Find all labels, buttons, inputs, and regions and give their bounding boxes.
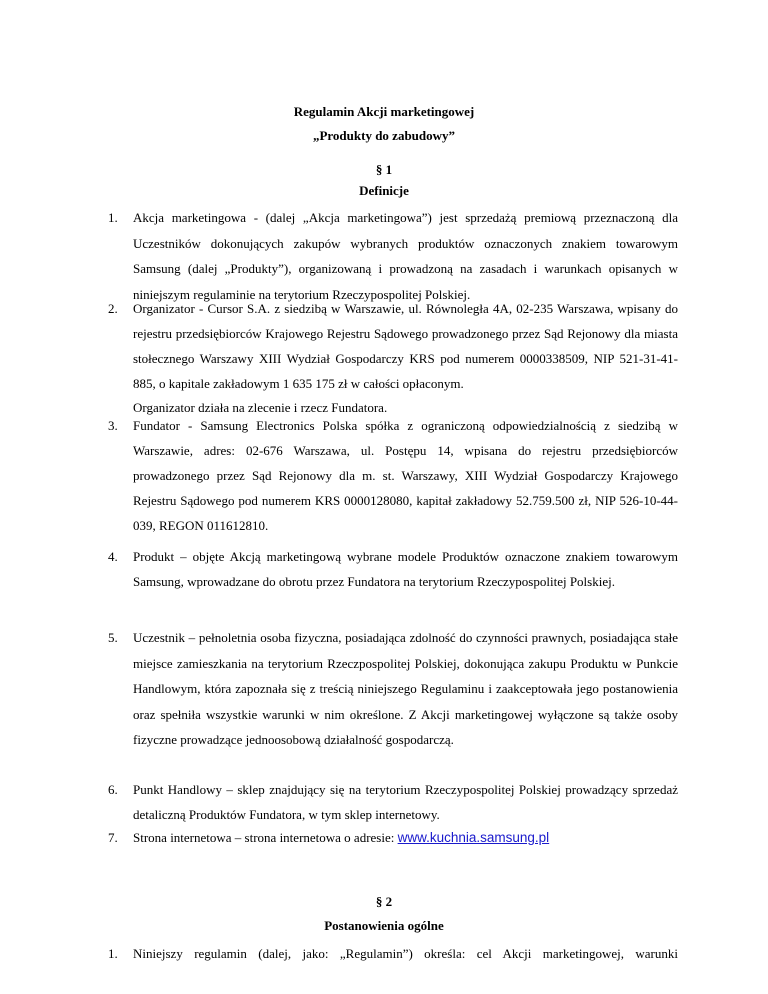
list-item (108, 625, 678, 753)
list-item-number: 5. (108, 630, 118, 645)
list-item (108, 413, 678, 538)
list-item-text: Produkt – objęte Akcją marketingową wybrane modele Produktów oznaczone znakiem towarowym Samsung, wprowadzane do obrotu przez Fundatora na terytorium Rzeczypospolitej Polskiej. (133, 549, 678, 589)
list-item-number: 1. (108, 946, 118, 961)
list-item-text: Niniejszy regulamin (dalej, jako: „Regulamin”) określa: cel Akcji marketingowej, warunki (133, 946, 678, 961)
list-item-text: Punkt Handlowy – sklep znajdujący się na terytorium Rzeczypospolitej Polskiej prowadzący sprzedaż detaliczną Produktów Fundatora, w tym sklep internetowy. (133, 782, 678, 822)
document-subtitle: „Produkty do zabudowy” (312, 128, 456, 143)
list-item (108, 942, 678, 966)
list-item (108, 205, 678, 307)
list-item-text-continued: Organizator działa na zlecenie i rzecz Fundatora. (133, 400, 388, 415)
list-item (108, 828, 678, 848)
section-heading: Definicje (359, 183, 409, 198)
list-item-number: 3. (108, 418, 118, 433)
list-item-number: 2. (108, 301, 118, 316)
list-item-text: Akcja marketingowa - (dalej „Akcja marketingowa”) jest sprzedażą premiową przeznaczoną dla Uczestników dokonujących zakupów wybranych produktów oznaczonych znakiem towarowym Samsung (dalej „Produkty”), organizowaną i prowadzoną na zasadach i warunkach opisanych w niniejszym regulaminie na terytorium Rzeczypospolitej Polskiej. (133, 210, 678, 302)
list-item-text: Organizator - Cursor S.A. z siedzibą w Warszawie, ul. Równoległa 4A, 02-235 Warszawa, wpisany do rejestru przedsiębiorców Krajowego Rejestru Sądowego prowadzonego przez Sąd Rejonowy dla miasta stołecznego Warszawy XIII Wydział Gospodarczy KRS pod numerem 0000338509, NIP 521-31-41-885, o kapitale zakładowym 1 635 175 zł w całości opłaconym. (133, 301, 678, 391)
section-heading: Postanowienia ogólne (324, 918, 444, 933)
list-item-text: Fundator - Samsung Electronics Polska spółka z ograniczoną odpowiedzialnością z siedzibą w Warszawie, adres: 02-676 Warszawa, ul. Postępu 14, wpisana do rejestru przedsiębiorców prowadzonego przez Sąd Rejonowy dla m. st. Warszawy, XIII Wydział Gospodarczy Krajowego Rejestru Sądowego pod numerem KRS 0000128080, kapitał zakładowy 52.759.500 zł, NIP 526-10-44-039, REGON 011612810. (133, 418, 678, 533)
list-item-number: 6. (108, 782, 118, 797)
website-link[interactable]: www.kuchnia.samsung.pl (397, 830, 550, 845)
list-item-number: 1. (108, 210, 118, 225)
list-item (108, 296, 678, 420)
section-number: § 1 (375, 162, 393, 177)
list-item-number: 7. (108, 830, 118, 845)
list-item-text: Strona internetowa – strona internetowa o adresie: (133, 830, 398, 845)
list-item (108, 544, 678, 594)
list-item-number: 4. (108, 549, 118, 564)
document-title: Regulamin Akcji marketingowej (293, 104, 475, 119)
list-item-text: Uczestnik – pełnoletnia osoba fizyczna, posiadająca zdolność do czynności prawnych, posiadająca stałe miejsce zamieszkania na terytorium Rzeczpospolitej Polskiej, dokonująca zakupu Produktu w Punkcie Handlowym, która zapoznała się z treścią niniejszego Regulaminu i zaakceptowała jego postanowienia oraz spełniła wszystkie warunki w nim określone. Z Akcji marketingowej wyłączone są także osoby fizyczne prowadzące jednoosobową działalność gospodarczą. (133, 630, 678, 747)
list-item (108, 777, 678, 827)
section-number: § 2 (375, 894, 393, 909)
